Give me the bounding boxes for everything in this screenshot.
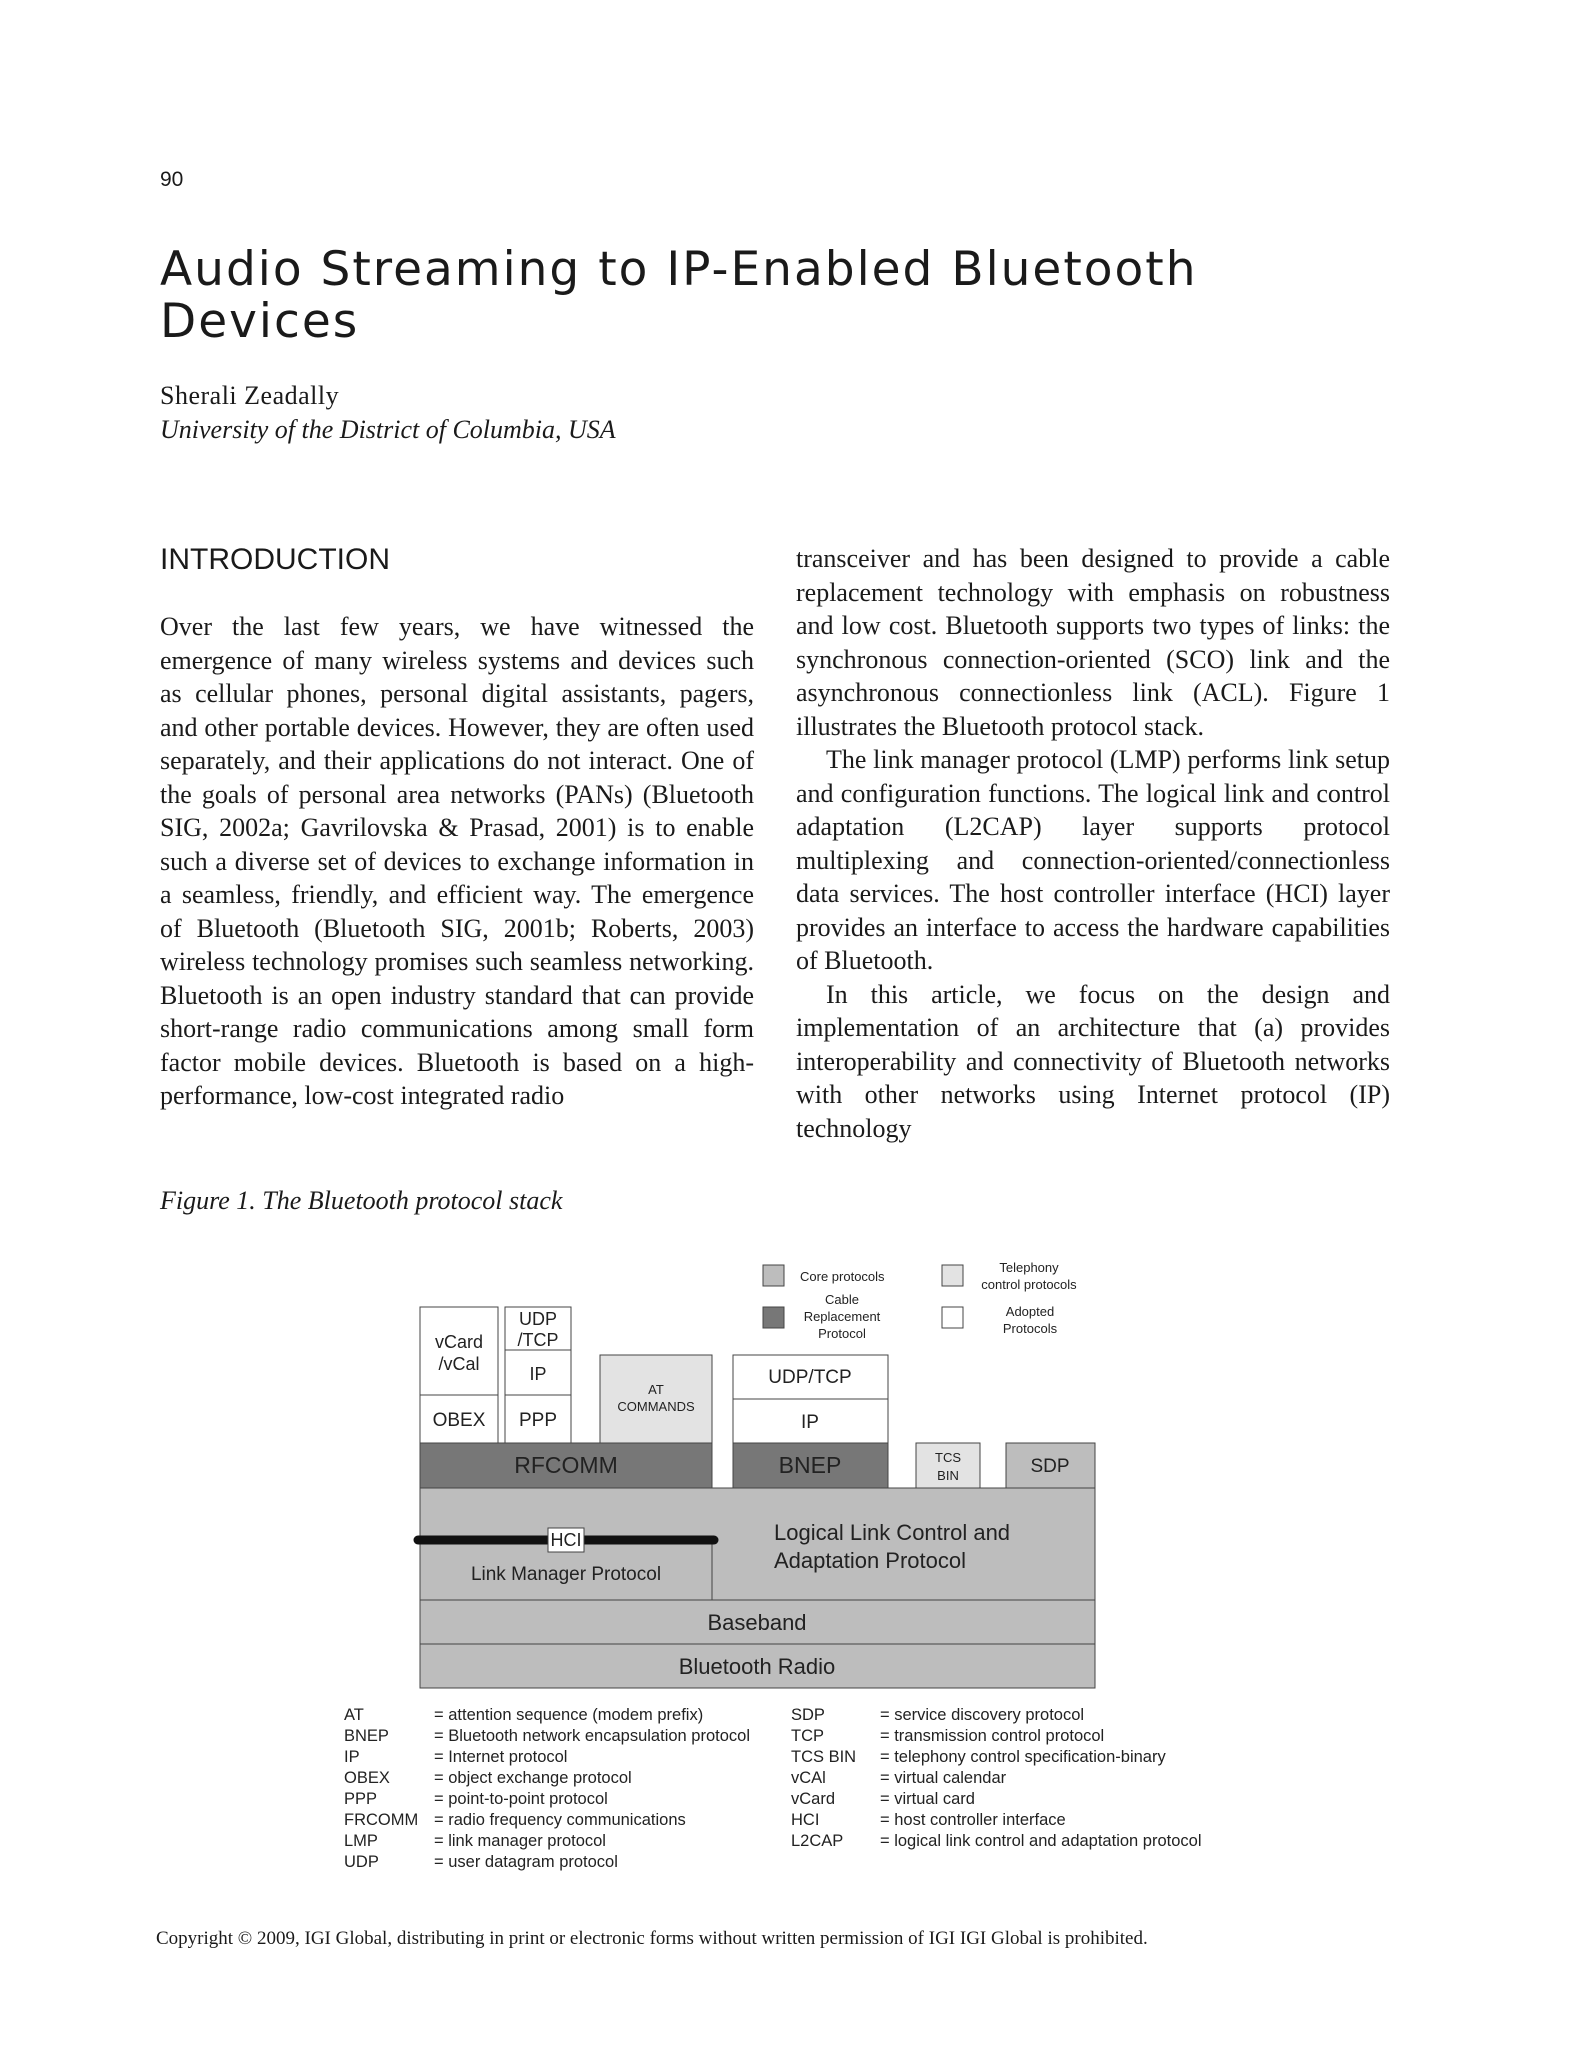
abbr-definition: = object exchange protocol — [434, 1769, 632, 1787]
abbr-definition: = user datagram protocol — [434, 1853, 618, 1871]
abbr-definition: = logical link control and adaptation protocol — [880, 1832, 1202, 1850]
abbreviations-left — [344, 1706, 750, 1871]
abbr-term: LMP — [344, 1832, 378, 1850]
legend-adopted-label: Adopted — [1005, 1304, 1055, 1319]
legend-telephony-label: Telephony — [999, 1260, 1059, 1275]
udp-tcp-small-label: UDP — [518, 1309, 558, 1329]
paragraph: transceiver and has been designed to provide a cable replacement technology with emphasis on robustness and low cost. Bluetooth supports two types of links: the synchronous connection-oriented (SCO) link and the asynchronous connectionless link (ACL). Figure 1 illustrates the Bluetooth protocol stack. — [796, 544, 1390, 741]
legend-cable-label: Cable — [825, 1292, 859, 1307]
abbr-term: AT — [344, 1706, 364, 1724]
paragraph: In this article, we focus on the design and implementation of an architecture that (a) provides interoperability and connectivity of Bluetooth networks with other networks using Internet protocol (IP) technology — [796, 979, 1390, 1143]
obex-label: OBEX — [432, 1410, 486, 1431]
abbr-term: BNEP — [344, 1727, 389, 1745]
hci-label: HCI — [550, 1530, 582, 1550]
abbr-definition: = attention sequence (modem prefix) — [434, 1706, 704, 1724]
abbr-term: TCP — [791, 1727, 824, 1745]
legend-core-label: Core protocols — [800, 1269, 885, 1284]
abbr-term: IP — [344, 1748, 360, 1766]
l2cap-label: Adaptation Protocol — [774, 1548, 967, 1573]
ip-label: IP — [801, 1412, 819, 1433]
page-number: 90 — [160, 168, 184, 191]
abbr-term: vCAl — [791, 1769, 826, 1787]
abbr-definition: = Internet protocol — [434, 1748, 568, 1766]
udp-tcp-small-label: /TCP — [517, 1330, 559, 1350]
vcard-label: /vCal — [438, 1354, 480, 1374]
abbr-term: SDP — [791, 1706, 825, 1724]
abbr-definition: = virtual calendar — [880, 1769, 1007, 1787]
legend-swatch-adopted — [942, 1307, 963, 1328]
lmp-label: Link Manager Protocol — [470, 1564, 662, 1585]
udp-tcp-label: UDP/TCP — [768, 1367, 852, 1388]
legend-telephony-label: control protocols — [981, 1277, 1077, 1292]
tcs-bin-label: TCS — [935, 1450, 961, 1465]
legend-swatch-core — [763, 1265, 784, 1286]
abbr-term: PPP — [344, 1790, 378, 1808]
radio-label: Bluetooth Radio — [678, 1654, 836, 1679]
abbr-term: L2CAP — [791, 1832, 844, 1850]
baseband-label: Baseband — [707, 1610, 807, 1635]
ppp-label: PPP — [518, 1410, 558, 1431]
abbr-term: HCI — [791, 1811, 820, 1829]
protocol-stack-figure — [330, 1250, 1250, 1890]
legend-cable-label: Replacement — [803, 1309, 881, 1324]
abbr-term: TCS BIN — [791, 1748, 857, 1766]
rfcomm-label: RFCOMM — [514, 1452, 618, 1478]
paragraph: The link manager protocol (LMP) performs link setup and configuration functions. The logical link and control adaptation (L2CAP) layer supports protocol multiplexing and connection-oriented/connectionless data services. The host controller interface (HCI) layer provides an interface to access the hardware capabilities of Bluetooth. — [796, 745, 1390, 975]
abbr-term: FRCOMM — [344, 1811, 419, 1829]
abbr-definition: = telephony control specification-binary — [880, 1748, 1166, 1766]
vcard-label: vCard — [434, 1332, 484, 1352]
right-text-column — [796, 542, 1390, 1145]
legend-swatch-telephony — [942, 1265, 963, 1286]
article-title: Audio Streaming to IP-Enabled Bluetooth Devices — [160, 242, 1198, 349]
author-affiliation: University of the District of Columbia, USA — [160, 415, 616, 444]
abbr-definition: = virtual card — [880, 1790, 975, 1808]
abbr-term: OBEX — [344, 1769, 390, 1787]
abbr-term: vCard — [791, 1790, 836, 1808]
abbr-term: UDP — [344, 1853, 379, 1871]
figure-caption: Figure 1. The Bluetooth protocol stack — [160, 1186, 563, 1215]
legend-cable-label: Protocol — [818, 1326, 866, 1341]
left-text-column — [160, 610, 754, 1113]
abbr-definition: = radio frequency communications — [434, 1811, 686, 1829]
ip-small-label: IP — [529, 1364, 547, 1384]
at-commands-label: COMMANDS — [617, 1399, 695, 1414]
abbr-definition: = link manager protocol — [434, 1832, 606, 1850]
paragraph: Over the last few years, we have witnessed the emergence of many wireless systems and devices such as cellular phones, personal digital assistants, pagers, and other portable devices. However, they are often used separately, and their applications do not interact. One of the goals of personal area networks (PANs) (Bluetooth SIG, 2002a; Gavrilovska & Prasad, 2001) is to enable such a diverse set of devices to exchange information in a seamless, friendly, and efficient way. The emergence of Bluetooth (Bluetooth SIG, 2001b; Roberts, 2003) wireless technology promises such seamless networking. Bluetooth is an open industry standard that can provide short-range radio communications among small form factor mobile devices. Bluetooth is based on a high-performance, low-cost integrated radio — [160, 612, 754, 1110]
legend-adopted-label: Protocols — [1002, 1321, 1058, 1336]
copyright-notice: Copyright © 2009, IGI Global, distributing in print or electronic forms without written permission of IGI IGI Global is prohibited. — [156, 1928, 1148, 1949]
abbr-definition: = service discovery protocol — [880, 1706, 1085, 1724]
abbreviations-right — [791, 1706, 1202, 1850]
author-name: Sherali Zeadally — [160, 381, 340, 410]
at-commands-label: AT — [648, 1382, 664, 1397]
abbr-definition: = point-to-point protocol — [434, 1790, 608, 1808]
legend-swatch-cable — [763, 1307, 784, 1328]
sdp-label: SDP — [1030, 1456, 1070, 1477]
l2cap-label: Logical Link Control and — [774, 1520, 1011, 1545]
bnep-label: BNEP — [778, 1452, 842, 1478]
section-heading: INTRODUCTION — [160, 543, 390, 576]
abbr-definition: = host controller interface — [880, 1811, 1066, 1829]
abbr-definition: = transmission control protocol — [880, 1727, 1105, 1745]
abbr-definition: = Bluetooth network encapsulation protocol — [434, 1727, 750, 1745]
tcs-bin-label: BIN — [937, 1468, 959, 1483]
